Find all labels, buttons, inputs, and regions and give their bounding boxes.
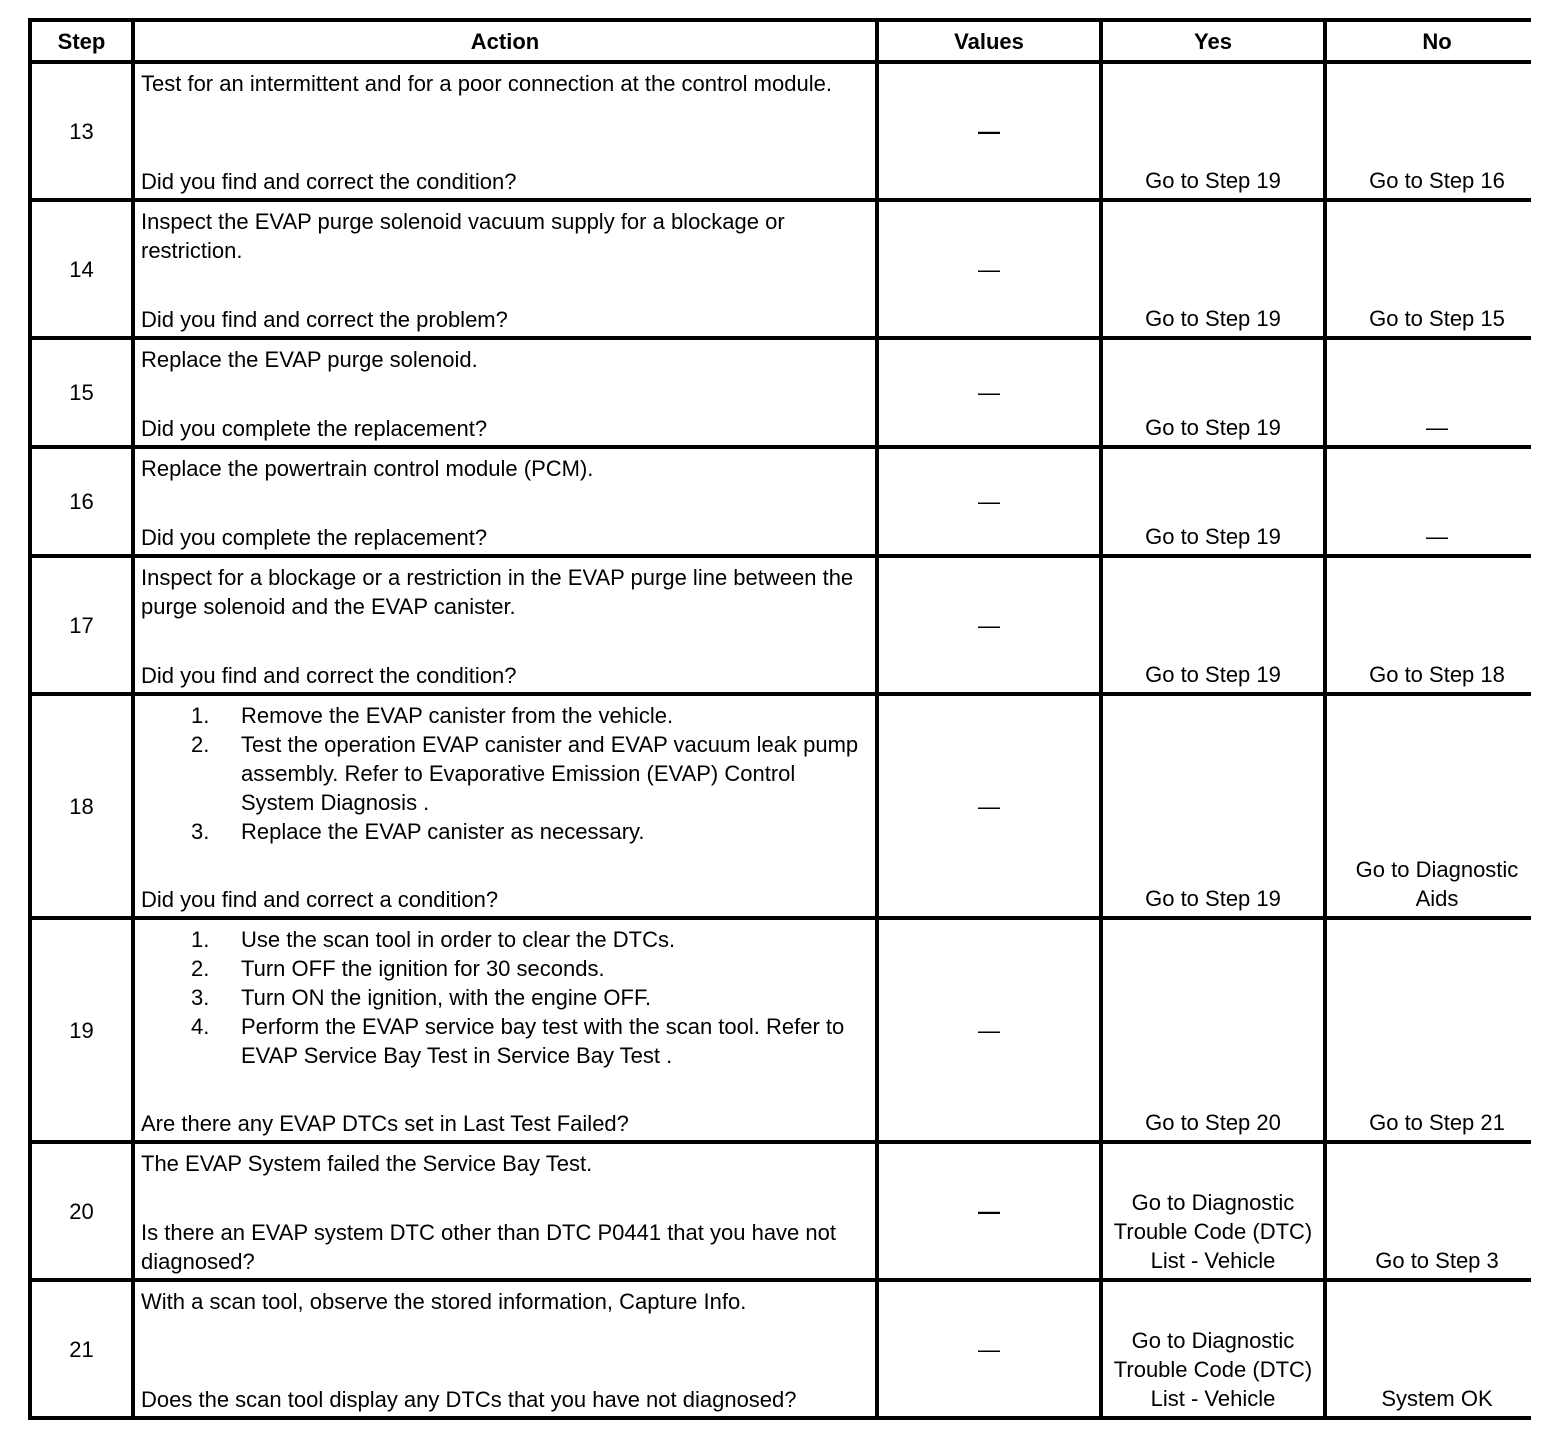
action-cell [135,920,875,1140]
action-cell [135,202,875,336]
step-number: 16 [32,449,131,554]
substep-list [141,925,869,1070]
action-question: Did you find and correct the problem? [141,307,508,332]
substep-item [191,983,869,1012]
substep-number: 2. [191,732,210,757]
values-cell: — [879,64,1099,198]
yes-cell: Go to Diagnostic Trouble Code (DTC) List - Vehicle [1103,1282,1323,1416]
action-cell [135,558,875,692]
action-cell [135,1144,875,1278]
no-cell: — [1327,449,1547,554]
values-cell: — [879,1282,1099,1416]
action-text: Inspect the EVAP purge solenoid vacuum supply for a blockage or restriction. [141,209,785,263]
no-cell: Go to Step 18 [1327,558,1547,692]
yes-cell: Go to Diagnostic Trouble Code (DTC) List - Vehicle [1103,1144,1323,1278]
step-number: 13 [32,64,131,198]
action-question: Does the scan tool display any DTCs that you have not diagnosed? [141,1387,797,1412]
substep-item [191,730,869,817]
action-question: Are there any EVAP DTCs set in Last Test Failed? [141,1111,629,1136]
action-cell [135,1282,875,1416]
step-number: 14 [32,202,131,336]
values-cell: — [879,920,1099,1140]
substep-text: Use the scan tool in order to clear the DTCs. [241,927,676,952]
header-step: Step [32,22,131,60]
action-cell [135,449,875,554]
substep-number: 1. [191,927,210,952]
substep-item [191,1012,869,1070]
action-question: Did you find and correct the condition? [141,169,517,194]
substep-number: 2. [191,956,210,981]
values-cell: — [879,696,1099,916]
substep-text: Turn OFF the ignition for 30 seconds. [241,956,605,981]
step-number: 19 [32,920,131,1140]
no-cell: Go to Step 16 [1327,64,1547,198]
action-text: The EVAP System failed the Service Bay Test. [141,1151,593,1176]
substep-text: Replace the EVAP canister as necessary. [241,819,645,844]
substep-item [191,817,869,846]
action-question: Did you find and correct the condition? [141,663,517,688]
values-cell: — [879,202,1099,336]
action-question: Is there an EVAP system DTC other than DTC P0441 that you have not diagnosed? [141,1220,836,1274]
action-cell [135,696,875,916]
substep-number: 3. [191,985,210,1010]
header-action: Action [135,22,875,60]
no-cell: Go to Diagnostic Aids [1327,696,1547,916]
action-cell [135,64,875,198]
no-cell: — [1327,340,1547,445]
no-cell: Go to Step 3 [1327,1144,1547,1278]
action-question: Did you complete the replacement? [141,416,488,441]
substep-number: 3. [191,819,210,844]
yes-cell: Go to Step 19 [1103,449,1323,554]
substep-text: Remove the EVAP canister from the vehicle. [241,703,674,728]
values-cell: — [879,449,1099,554]
step-number: 21 [32,1282,131,1416]
substep-item [191,925,869,954]
action-text: Test for an intermittent and for a poor connection at the control module. [141,71,832,96]
header-values: Values [879,22,1099,60]
step-number: 18 [32,696,131,916]
header-yes: Yes [1103,22,1323,60]
no-cell: Go to Step 15 [1327,202,1547,336]
diagnostic-table [28,18,1531,1420]
action-text: With a scan tool, observe the stored information, Capture Info. [141,1289,747,1314]
action-question: Did you find and correct a condition? [141,887,499,912]
values-cell: — [879,1144,1099,1278]
step-number: 17 [32,558,131,692]
substep-list [141,701,869,846]
no-cell: System OK [1327,1282,1547,1416]
step-number: 15 [32,340,131,445]
no-cell: Go to Step 21 [1327,920,1547,1140]
values-cell: — [879,558,1099,692]
substep-text: Perform the EVAP service bay test with the scan tool. Refer to EVAP Service Bay Test in Service Bay Test . [241,1014,845,1068]
values-cell: — [879,340,1099,445]
substep-item [191,701,869,730]
action-text: Replace the powertrain control module (PCM). [141,456,594,481]
action-question: Did you complete the replacement? [141,525,488,550]
action-cell [135,340,875,445]
action-text: Inspect for a blockage or a restriction in the EVAP purge line between the purge solenoid and the EVAP canister. [141,565,854,619]
yes-cell: Go to Step 19 [1103,696,1323,916]
substep-text: Test the operation EVAP canister and EVAP vacuum leak pump assembly. Refer to Evaporative Emission (EVAP) Control System Diagnosis . [241,732,859,815]
yes-cell: Go to Step 19 [1103,558,1323,692]
action-text: Replace the EVAP purge solenoid. [141,347,478,372]
header-no: No [1327,22,1547,60]
substep-number: 1. [191,703,210,728]
step-number: 20 [32,1144,131,1278]
substep-item [191,954,869,983]
yes-cell: Go to Step 19 [1103,340,1323,445]
substep-text: Turn ON the ignition, with the engine OFF. [241,985,652,1010]
substep-number: 4. [191,1014,210,1039]
yes-cell: Go to Step 19 [1103,64,1323,198]
yes-cell: Go to Step 20 [1103,920,1323,1140]
yes-cell: Go to Step 19 [1103,202,1323,336]
